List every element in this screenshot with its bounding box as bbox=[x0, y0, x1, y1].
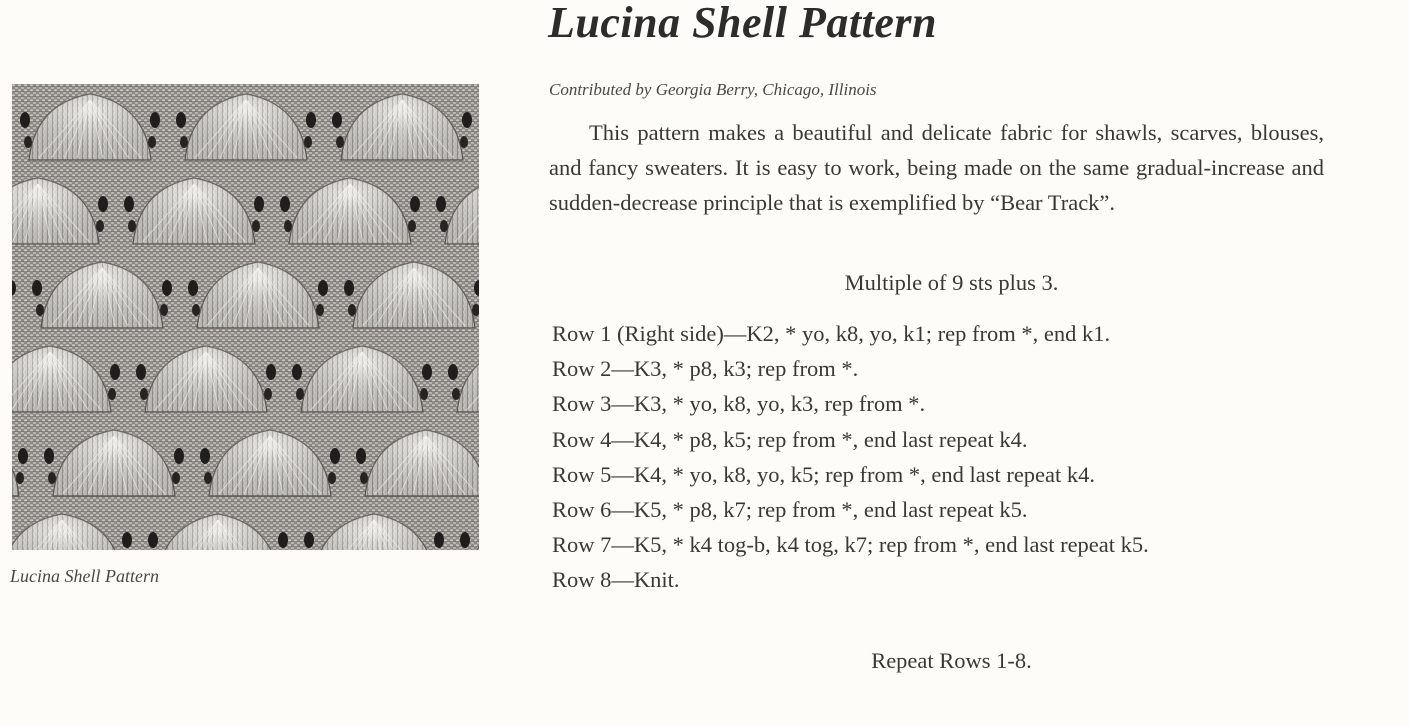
swatch-photo bbox=[12, 84, 479, 550]
repeat-instruction: Repeat Rows 1-8. bbox=[871, 648, 1032, 673]
row-instructions bbox=[552, 316, 1352, 598]
row-instruction: Row 1 (Right side)—K2, * yo, k8, yo, k1; rep from *, end k1. bbox=[552, 321, 1111, 346]
figure-caption: Lucina Shell Pattern bbox=[10, 566, 159, 586]
stitch-multiple: Multiple of 9 sts plus 3. bbox=[844, 270, 1059, 295]
row-instruction: Row 5—K4, * yo, k8, yo, k5; rep from *, end last repeat k4. bbox=[552, 461, 1096, 487]
pattern-title: Lucina Shell Pattern bbox=[548, 0, 937, 47]
intro-paragraph: This pattern makes a beautiful and delicate fabric for shawls, scarves, blouses, and fancy sweaters. It is easy to work, being made on the same gradual-increase and sudden-decrease principle that is exemplified by “Bear Track”. bbox=[549, 120, 1324, 215]
row-instruction: Row 6—K5, * p8, k7; rep from *, end last repeat k5. bbox=[552, 497, 1028, 523]
row-instruction: Row 3—K3, * yo, k8, yo, k3, rep from *. bbox=[552, 391, 926, 417]
contributor-credit: Contributed by Georgia Berry, Chicago, Illinois bbox=[549, 80, 877, 99]
row-instruction: Row 7—K5, * k4 tog-b, k4 tog, k7; rep from *, end last repeat k5. bbox=[552, 532, 1149, 558]
row-instruction: Row 4—K4, * p8, k5; rep from *, end last repeat k4. bbox=[552, 426, 1028, 452]
row-instruction: Row 8—Knit. bbox=[552, 567, 680, 593]
row-instruction: Row 2—K3, * p8, k3; rep from *. bbox=[552, 356, 859, 382]
